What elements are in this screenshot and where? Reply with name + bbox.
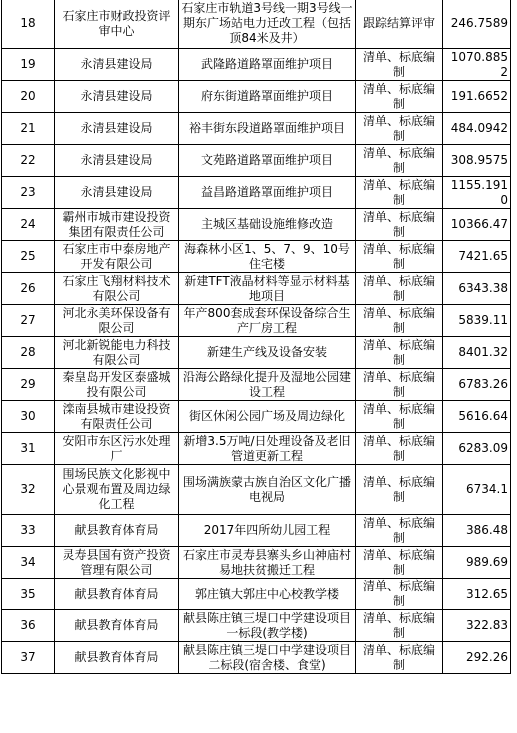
project-name: 府东街道路罩面维护项目 — [179, 81, 356, 113]
service-type: 清单、标底编制 — [356, 515, 443, 547]
project-name: 石家庄市轨道3号线一期3号线一期东广场站电力迁改工程（包括顶84米及井） — [179, 0, 356, 49]
table-row — [2, 305, 511, 337]
client-unit: 河北新锐能电力科技有限公司 — [55, 337, 179, 369]
table-row — [2, 49, 511, 81]
service-type: 清单、标底编制 — [356, 113, 443, 145]
project-name: 新建生产线及设备安装 — [179, 337, 356, 369]
row-number: 34 — [2, 547, 55, 579]
amount: 308.9575 — [443, 145, 511, 177]
amount: 5616.64 — [443, 401, 511, 433]
row-number: 27 — [2, 305, 55, 337]
amount: 5839.11 — [443, 305, 511, 337]
service-type: 跟踪结算评审 — [356, 0, 443, 49]
table-row — [2, 369, 511, 401]
project-name: 新增3.5万吨/日处理设备及老旧管道更新工程 — [179, 433, 356, 465]
project-name: 新建TFT液晶材料等显示材料基地项目 — [179, 273, 356, 305]
table-row — [2, 337, 511, 369]
client-unit: 献县教育体育局 — [55, 579, 179, 610]
amount: 6343.38 — [443, 273, 511, 305]
row-number: 32 — [2, 465, 55, 515]
service-type: 清单、标底编制 — [356, 273, 443, 305]
amount: 312.65 — [443, 579, 511, 610]
table-row — [2, 642, 511, 674]
client-unit: 永清县建设局 — [55, 49, 179, 81]
row-number: 30 — [2, 401, 55, 433]
service-type: 清单、标底编制 — [356, 81, 443, 113]
client-unit: 永清县建设局 — [55, 177, 179, 209]
table-row — [2, 241, 511, 273]
project-name: 文苑路道路罩面维护项目 — [179, 145, 356, 177]
service-type: 清单、标底编制 — [356, 337, 443, 369]
client-unit: 围场民族文化影视中心景观布置及周边绿化工程 — [55, 465, 179, 515]
row-number: 20 — [2, 81, 55, 113]
service-type: 清单、标底编制 — [356, 465, 443, 515]
service-type: 清单、标底编制 — [356, 579, 443, 610]
project-name: 益昌路道路罩面维护项目 — [179, 177, 356, 209]
service-type: 清单、标底编制 — [356, 610, 443, 642]
table-row — [2, 465, 511, 515]
amount: 7421.65 — [443, 241, 511, 273]
project-name: 献县陈庄镇三堤口中学建设项目一标段(教学楼) — [179, 610, 356, 642]
amount: 191.6652 — [443, 81, 511, 113]
row-number: 31 — [2, 433, 55, 465]
row-number: 35 — [2, 579, 55, 610]
row-number: 26 — [2, 273, 55, 305]
client-unit: 石家庄市财政投资评审中心 — [55, 0, 179, 49]
service-type: 清单、标底编制 — [356, 241, 443, 273]
amount: 989.69 — [443, 547, 511, 579]
row-number: 36 — [2, 610, 55, 642]
project-table — [1, 0, 511, 674]
table-row — [2, 401, 511, 433]
table-row — [2, 209, 511, 241]
project-name: 2017年四所幼儿园工程 — [179, 515, 356, 547]
table-row — [2, 273, 511, 305]
row-number: 18 — [2, 0, 55, 49]
table-row — [2, 177, 511, 209]
project-name: 年产800套成套环保设备综合生产厂房工程 — [179, 305, 356, 337]
project-name: 围场满族蒙古族自治区文化广播电视局 — [179, 465, 356, 515]
service-type: 清单、标底编制 — [356, 49, 443, 81]
project-name: 武隆路道路罩面维护项目 — [179, 49, 356, 81]
table-row — [2, 0, 511, 49]
table-row — [2, 579, 511, 610]
row-number: 29 — [2, 369, 55, 401]
amount: 484.0942 — [443, 113, 511, 145]
row-number: 21 — [2, 113, 55, 145]
service-type: 清单、标底编制 — [356, 145, 443, 177]
row-number: 37 — [2, 642, 55, 674]
project-name: 街区休闲公园广场及周边绿化 — [179, 401, 356, 433]
row-number: 33 — [2, 515, 55, 547]
row-number: 28 — [2, 337, 55, 369]
table-row — [2, 113, 511, 145]
table-row — [2, 515, 511, 547]
amount: 8401.32 — [443, 337, 511, 369]
service-type: 清单、标底编制 — [356, 642, 443, 674]
client-unit: 安阳市东区污水处理厂 — [55, 433, 179, 465]
amount: 6783.26 — [443, 369, 511, 401]
service-type: 清单、标底编制 — [356, 305, 443, 337]
client-unit: 献县教育体育局 — [55, 610, 179, 642]
table-row — [2, 433, 511, 465]
table-row — [2, 145, 511, 177]
client-unit: 河北永美环保设备有限公司 — [55, 305, 179, 337]
service-type: 清单、标底编制 — [356, 401, 443, 433]
service-type: 清单、标底编制 — [356, 177, 443, 209]
amount: 292.26 — [443, 642, 511, 674]
row-number: 22 — [2, 145, 55, 177]
row-number: 25 — [2, 241, 55, 273]
amount: 322.83 — [443, 610, 511, 642]
project-name: 裕丰街东段道路罩面维护项目 — [179, 113, 356, 145]
client-unit: 献县教育体育局 — [55, 515, 179, 547]
row-number: 23 — [2, 177, 55, 209]
client-unit: 滦南县城市建设投资有限责任公司 — [55, 401, 179, 433]
service-type: 清单、标底编制 — [356, 209, 443, 241]
table-row — [2, 610, 511, 642]
project-name: 海森林小区1、5、7、9、10号住宅楼 — [179, 241, 356, 273]
client-unit: 霸州市城市建设投资集团有限责任公司 — [55, 209, 179, 241]
client-unit: 秦皇岛开发区泰盛城投有限公司 — [55, 369, 179, 401]
row-number: 24 — [2, 209, 55, 241]
amount: 1155.1910 — [443, 177, 511, 209]
client-unit: 灵寿县国有资产投资管理有限公司 — [55, 547, 179, 579]
amount: 386.48 — [443, 515, 511, 547]
client-unit: 石家庄市中泰房地产开发有限公司 — [55, 241, 179, 273]
client-unit: 永清县建设局 — [55, 113, 179, 145]
service-type: 清单、标底编制 — [356, 547, 443, 579]
service-type: 清单、标底编制 — [356, 433, 443, 465]
amount: 10366.47 — [443, 209, 511, 241]
row-number: 19 — [2, 49, 55, 81]
project-name: 沿海公路绿化提升及湿地公园建设工程 — [179, 369, 356, 401]
project-name: 献县陈庄镇三堤口中学建设项目二标段(宿舍楼、食堂) — [179, 642, 356, 674]
client-unit: 献县教育体育局 — [55, 642, 179, 674]
project-name: 郭庄镇大郭庄中心校教学楼 — [179, 579, 356, 610]
client-unit: 永清县建设局 — [55, 81, 179, 113]
amount: 1070.8852 — [443, 49, 511, 81]
client-unit: 石家庄飞翔材料技术有限公司 — [55, 273, 179, 305]
amount: 246.7589 — [443, 0, 511, 49]
project-name: 石家庄市灵寿县寨头乡山神庙村易地扶贫搬迁工程 — [179, 547, 356, 579]
project-name: 主城区基础设施维修改造 — [179, 209, 356, 241]
client-unit: 永清县建设局 — [55, 145, 179, 177]
table-row — [2, 547, 511, 579]
table-row — [2, 81, 511, 113]
service-type: 清单、标底编制 — [356, 369, 443, 401]
amount: 6734.1 — [443, 465, 511, 515]
amount: 6283.09 — [443, 433, 511, 465]
